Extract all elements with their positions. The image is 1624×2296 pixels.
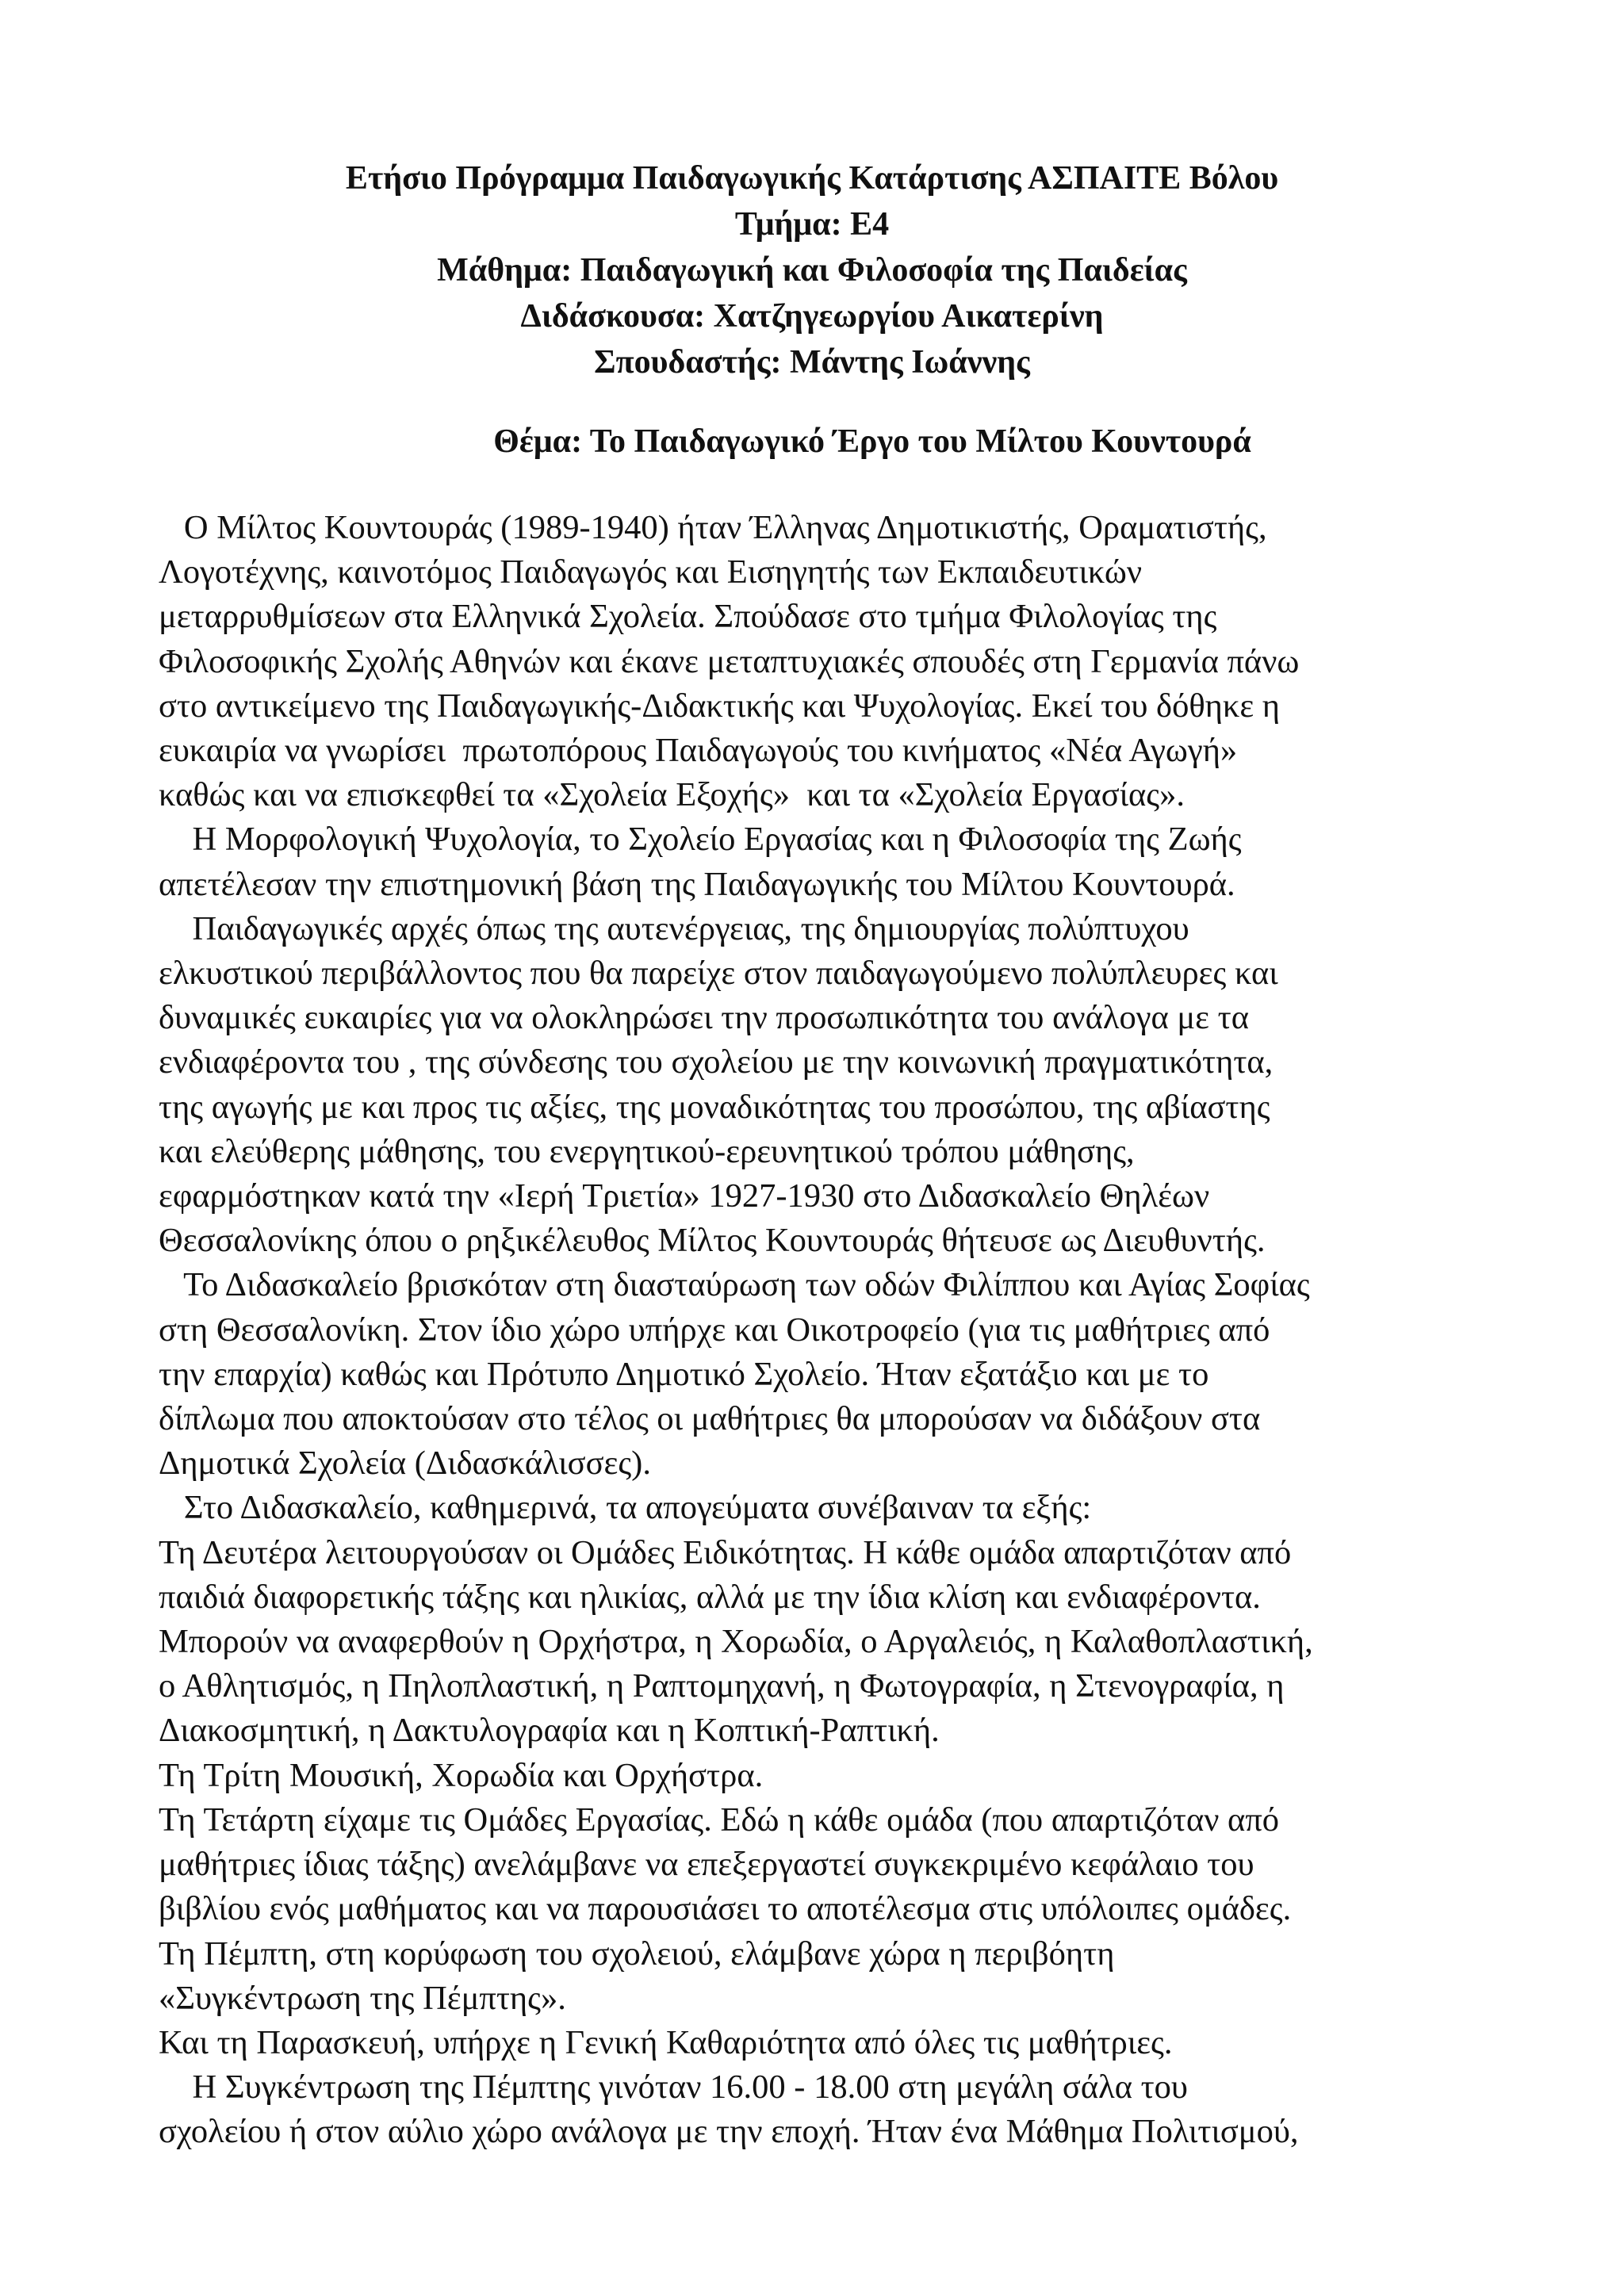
body-line: ευκαιρία να γνωρίσει πρωτοπόρους Παιδαγωγούς του κινήματος «Νέα Αγωγή» bbox=[159, 732, 1238, 770]
department-line: Τμήμα: Ε4 bbox=[734, 206, 890, 243]
body-line: Το Διδασκαλείο βρισκόταν στη διασταύρωση των οδών Φιλίππου και Αγίας Σοφίας bbox=[159, 1266, 1310, 1304]
body-line: Τη Τρίτη Μουσική, Χορωδία και Ορχήστρα. bbox=[159, 1756, 764, 1794]
body-line: «Συγκέντρωση της Πέμπτης». bbox=[159, 1979, 566, 2017]
body-line: καθώς και να επισκεφθεί τα «Σχολεία Εξοχής» και τα «Σχολεία Εργασίας». bbox=[159, 776, 1185, 814]
body-line: την επαρχία) καθώς και Πρότυπο Δημοτικό Σχολείο. Ήταν εξατάξιο και με το bbox=[159, 1355, 1209, 1393]
body-line: Θεσσαλονίκης όπου ο ρηξικέλευθος Μίλτος Κουντουράς θήτευσε ως Διευθυντής. bbox=[159, 1222, 1266, 1260]
body-line: Στο Διδασκαλείο, καθημερινά, τα απογεύματα συνέβαιναν τα εξής: bbox=[159, 1489, 1092, 1527]
body-line: Η Μορφολογική Ψυχολογία, το Σχολείο Εργασίας και η Φιλοσοφία της Ζωής bbox=[159, 821, 1242, 859]
body-line: δυναμικές ευκαιρίες για να ολοκληρώσει την προσωπικότητα του ανάλογα με τα bbox=[159, 999, 1249, 1037]
body-text bbox=[159, 506, 1491, 2155]
body-line: παιδιά διαφορετικής τάξης και ηλικίας, αλλά με την ίδια κλίση και ενδιαφέροντα. bbox=[159, 1578, 1261, 1616]
body-line: ο Αθλητισμός, η Πηλοπλαστική, η Ραπτομηχανή, η Φωτογραφία, η Στενογραφία, η bbox=[159, 1667, 1285, 1705]
program-title: Ετήσιο Πρόγραμμα Παιδαγωγικής Κατάρτισης ΑΣΠΑΙΤΕ Βόλου bbox=[345, 160, 1279, 197]
body-line: απετέλεσαν την επιστημονική βάση της Παιδαγωγικής του Μίλτου Κουντουρά. bbox=[159, 865, 1235, 903]
topic-heading: Θέμα: Το Παιδαγωγικό Έργο του Μίλτου Κουντουρά bbox=[493, 423, 1251, 460]
body-line: Τη Δευτέρα λειτουργούσαν οι Ομάδες Ειδικότητας. Η κάθε ομάδα απαρτιζόταν από bbox=[159, 1533, 1292, 1571]
body-line: δίπλωμα που αποκτούσαν στο τέλος οι μαθήτριες θα μπορούσαν να διδάξουν στα bbox=[159, 1400, 1261, 1438]
body-line: και ελεύθερης μάθησης, του ενεργητικού-ερευνητικού τρόπου μάθησης, bbox=[159, 1132, 1135, 1170]
student-line: Σπουδαστής: Μάντης Ιωάννης bbox=[594, 344, 1030, 381]
body-line: της αγωγής με και προς τις αξίες, της μοναδικότητας του προσώπου, της αβίαστης bbox=[159, 1088, 1270, 1126]
body-line: Λογοτέχνης, καινοτόμος Παιδαγωγός και Εισηγητής των Εκπαιδευτικών bbox=[159, 553, 1143, 591]
body-line: Ο Μίλτος Κουντουράς (1989-1940) ήταν Έλληνας Δημοτικιστής, Οραματιστής, bbox=[159, 509, 1267, 546]
body-line: ενδιαφέροντα του , της σύνδεσης του σχολείου με την κοινωνική πραγματικότητα, bbox=[159, 1043, 1274, 1081]
body-line: στο αντικείμενο της Παιδαγωγικής-Διδακτικής και Ψυχολογίας. Εκεί του δόθηκε η bbox=[159, 687, 1281, 725]
body-line: Παιδαγωγικές αρχές όπως της αυτενέργειας, της δημιουργίας πολύπτυχου bbox=[159, 909, 1189, 947]
body-line: σχολείου ή στον αύλιο χώρο ανάλογα με την εποχή. Ήταν ένα Μάθημα Πολιτισμού, bbox=[159, 2113, 1299, 2151]
body-line: βιβλίου ενός μαθήματος και να παρουσιάσει το αποτέλεσμα στις υπόλοιπες ομάδες. bbox=[159, 1890, 1292, 1928]
body-line: Τη Πέμπτη, στη κορύφωση του σχολειού, ελάμβανε χώρα η περιβόητη bbox=[159, 1934, 1115, 1973]
body-line: Τη Τετάρτη είχαμε τις Ομάδες Εργασίας. Εδώ η κάθε ομάδα (που απαρτιζόταν από bbox=[159, 1800, 1280, 1839]
body-line: μαθήτριες ίδιας τάξης) ανελάμβανε να επεξεργαστεί συγκεκριμένο κεφάλαιο του bbox=[159, 1846, 1254, 1884]
body-line: εφαρμόστηκαν κατά την «Ιερή Τριετία» 1927-1930 στο Διδασκαλείο Θηλέων bbox=[159, 1177, 1210, 1215]
body-line: Φιλοσοφικής Σχολής Αθηνών και έκανε μεταπτυχιακές σπουδές στη Γερμανία πάνω bbox=[159, 642, 1300, 680]
body-line: Διακοσμητική, η Δακτυλογραφία και η Κοπτική-Ραπτική. bbox=[159, 1712, 940, 1750]
document-header bbox=[0, 155, 1624, 385]
body-line: Και τη Παρασκευή, υπήρχε η Γενική Καθαριότητα από όλες τις μαθήτριες. bbox=[159, 2023, 1173, 2061]
body-line: Η Συγκέντρωση της Πέμπτης γινόταν 16.00 - 18.00 στη μεγάλη σάλα του bbox=[159, 2068, 1188, 2107]
body-line: ελκυστικού περιβάλλοντος που θα παρείχε στον παιδαγωγούμενο πολύπλευρες και bbox=[159, 955, 1278, 993]
body-line: Μπορούν να αναφερθούν η Ορχήστρα, η Χορωδία, ο Αργαλειός, η Καλαθοπλαστική, bbox=[159, 1623, 1313, 1661]
body-line: μεταρρυθμίσεων στα Ελληνικά Σχολεία. Σπούδασε στο τμήμα Φιλολογίας της bbox=[159, 598, 1217, 636]
course-line: Μάθημα: Παιδαγωγική και Φιλοσοφία της Παιδείας bbox=[437, 252, 1187, 289]
body-line: στη Θεσσαλονίκη. Στον ίδιο χώρο υπήρχε και Οικοτροφείο (για τις μαθήτριες από bbox=[159, 1311, 1270, 1349]
instructor-line: Διδάσκουσα: Χατζηγεωργίου Αικατερίνη bbox=[520, 298, 1104, 335]
body-line: Δημοτικά Σχολεία (Διδασκάλισσες). bbox=[159, 1445, 651, 1483]
